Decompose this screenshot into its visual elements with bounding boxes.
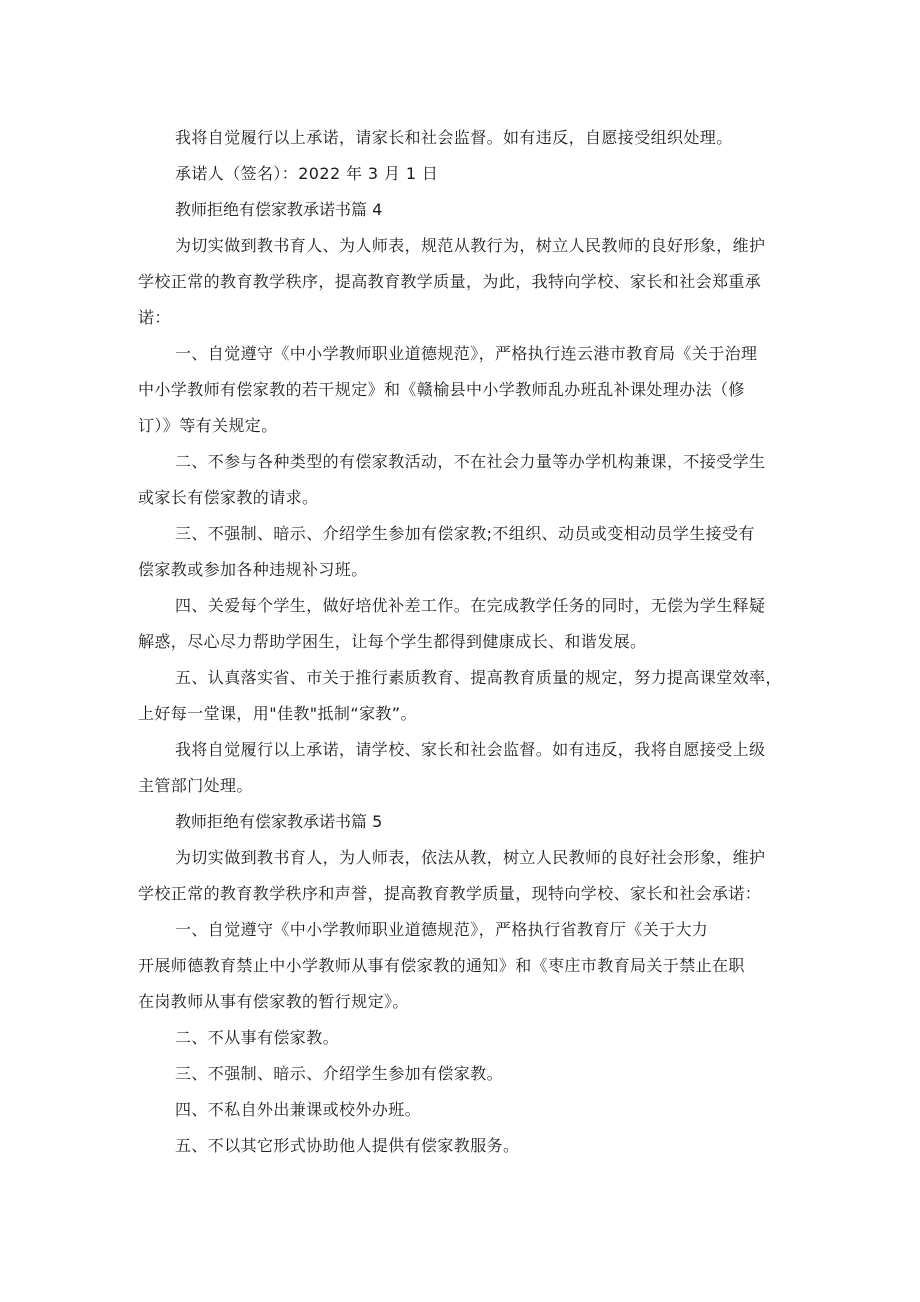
document-page: [138, 120, 798, 1164]
text-line: 为切实做到教书育人、为人师表，规范从教行为，树立人民教师的良好形象，维护: [175, 236, 766, 255]
item-5-4: [138, 1092, 798, 1128]
text-line: 二、不参与各种类型的有偿家教活动，不在社会力量等办学机构兼课，不接受学生: [175, 452, 766, 471]
closing-paragraph: [138, 120, 798, 156]
section-heading-4: [138, 192, 798, 228]
text-line: 中小学教师有偿家教的若干规定》和《赣榆县中小学教师乱办班乱补课处理办法（修: [138, 380, 745, 399]
item-4-2: [138, 444, 798, 516]
text-line: 我将自觉履行以上承诺，请学校、家长和社会监督。如有违反，我将自愿接受上级: [175, 740, 766, 759]
text-line: 四、关爱每个学生，做好培优补差工作。在完成教学任务的同时，无偿为学生释疑: [175, 596, 766, 615]
text-line: 偿家教或参加各种违规补习班。: [138, 560, 368, 579]
text-line: 一、自觉遵守《中小学教师职业道德规范》，严格执行连云港市教育局《关于治理: [175, 344, 758, 363]
section-heading-5: [138, 804, 798, 840]
text-line: 诺：: [138, 308, 171, 327]
text-line: 主管部门处理。: [138, 776, 253, 795]
text-line: 学校正常的教育教学秩序，提高教育教学质量，为此，我特向学校、家长和社会郑重承: [138, 272, 762, 291]
text-line: 开展师德教育禁止中小学教师从事有偿家教的通知》和《枣庄市教育局关于禁止在职: [138, 956, 745, 975]
text-line: 三、不强制、暗示、介绍学生参加有偿家教。: [175, 1064, 504, 1083]
item-5-5: [138, 1128, 798, 1164]
item-4-1: [138, 336, 798, 444]
text-line: 为切实做到教书育人，为人师表，依法从教，树立人民教师的良好社会形象，维护: [175, 848, 766, 867]
text-line: 学校正常的教育教学秩序和声誉，提高教育教学质量，现特向学校、家长和社会承诺：: [138, 884, 762, 903]
closing-paragraph-4: [138, 732, 798, 804]
text-line: 五、认真落实省、市关于推行素质教育、提高教育质量的规定，努力提高课堂效率，: [175, 668, 782, 687]
item-4-5: [138, 660, 798, 732]
text-line: 我将自觉履行以上承诺，请家长和社会监督。如有违反，自愿接受组织处理。: [175, 128, 733, 147]
text-line: 订）》等有关规定。: [138, 416, 278, 435]
text-line: 二、不从事有偿家教。: [175, 1028, 340, 1047]
text-line: 三、不强制、暗示、介绍学生参加有偿家教;不组织、动员或变相动员学生接受有: [175, 524, 755, 543]
text-line: 一、自觉遵守《中小学教师职业道德规范》，严格执行省教育厅《关于大力: [175, 920, 709, 939]
signature-line: [138, 156, 798, 192]
intro-paragraph-4: [138, 228, 798, 336]
item-4-4: [138, 588, 798, 660]
heading-text: 教师拒绝有偿家教承诺书篇 5: [175, 812, 383, 831]
text-line: 五、不以其它形式协助他人提供有偿家教服务。: [175, 1136, 520, 1155]
item-5-1: [138, 912, 798, 1020]
text-line: 上好每一堂课，用"佳教"抵制“家教”。: [138, 704, 417, 723]
text-line: 解惑，尽心尽力帮助学困生，让每个学生都得到健康成长、和谐发展。: [138, 632, 647, 651]
text-line: 承诺人（签名）：2022 年 3 月 1 日: [175, 164, 439, 183]
item-4-3: [138, 516, 798, 588]
text-line: 在岗教师从事有偿家教的暂行规定》。: [138, 992, 409, 1011]
intro-paragraph-5: [138, 840, 798, 912]
text-line: 四、不私自外出兼课或校外办班。: [175, 1100, 422, 1119]
heading-text: 教师拒绝有偿家教承诺书篇 4: [175, 200, 383, 219]
item-5-2: [138, 1020, 798, 1056]
text-line: 或家长有偿家教的请求。: [138, 488, 319, 507]
item-5-3: [138, 1056, 798, 1092]
